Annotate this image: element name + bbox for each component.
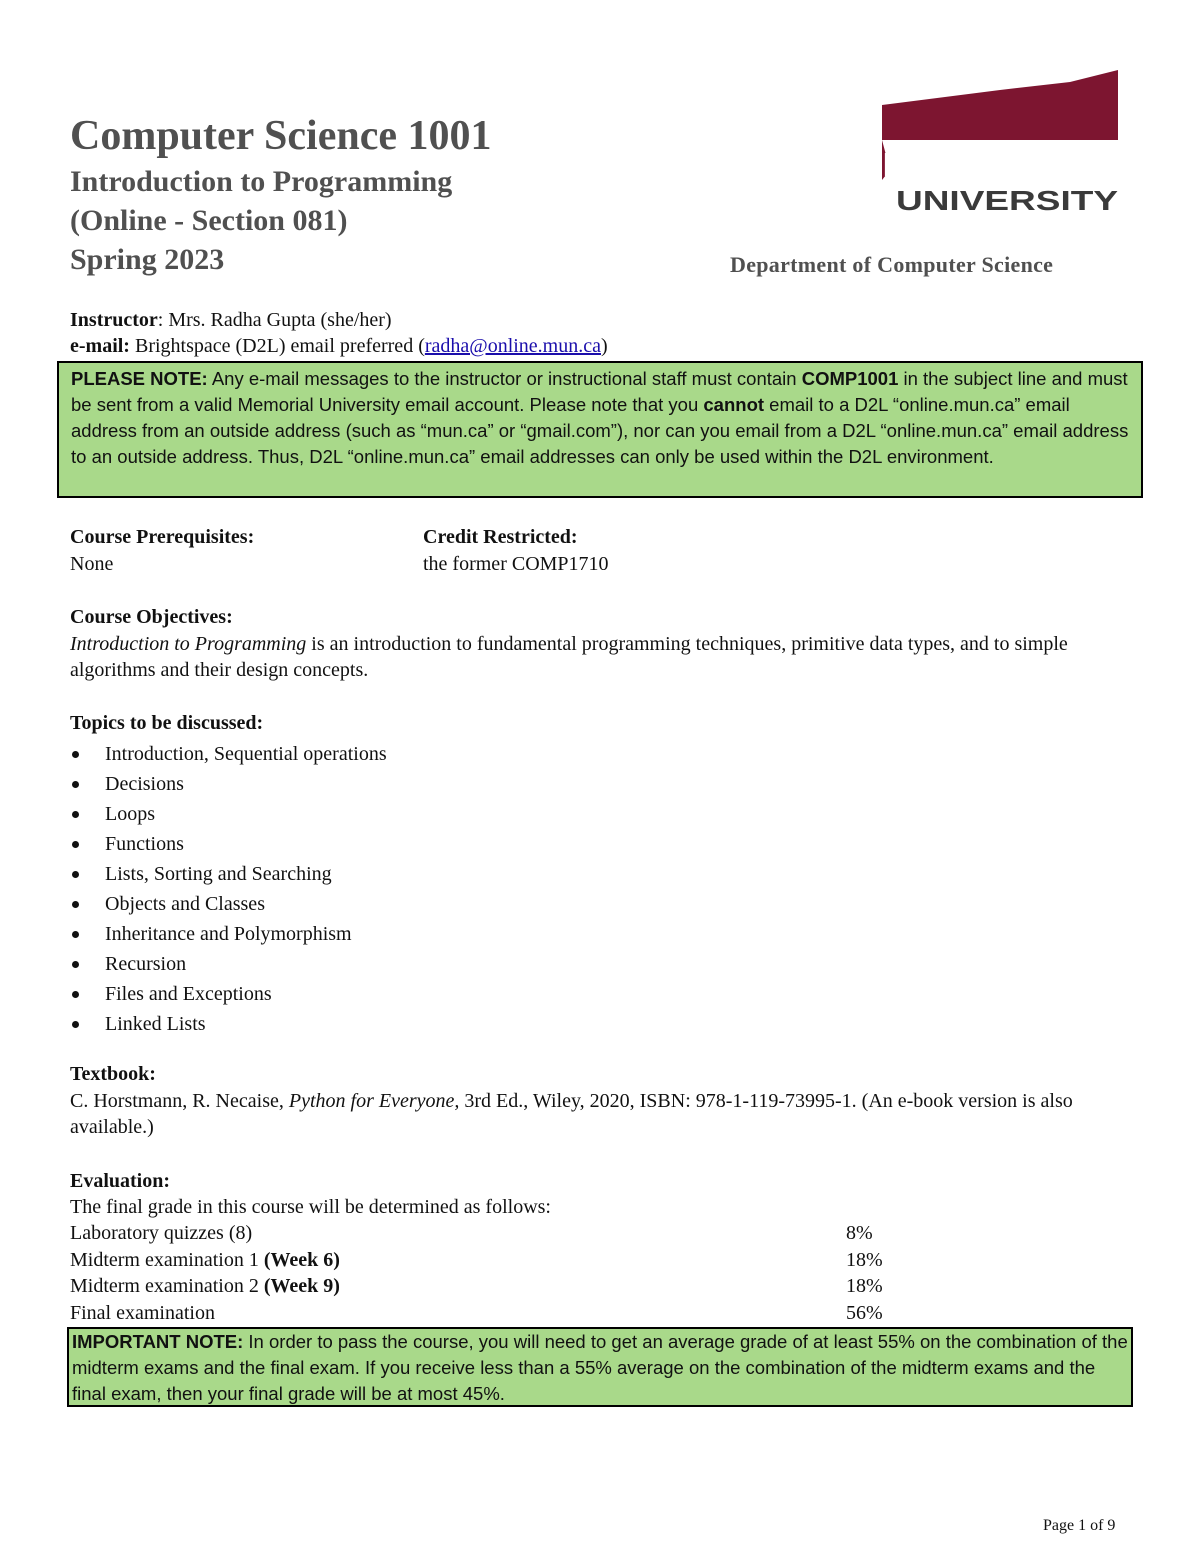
instructor-value: : Mrs. Radha Gupta (she/her) [157, 309, 392, 331]
topics-list [70, 739, 387, 1039]
list-item [70, 919, 387, 949]
topic-label: Files and Exceptions [105, 983, 272, 1005]
note-head: IMPORTANT NOTE: [72, 1331, 244, 1352]
note-text: email to a D2L “online.mun.ca” email address from an outside address (such as “mun.ca” or “gmail.com”), nor can you email from a D2L “online.mun.ca” email address to an outside address. Thus, D2L “online.mun.ca” email addresses can only be used within the D2L environment. [71, 394, 1129, 467]
instructor-line [70, 307, 392, 333]
note-text: In order to pass the course, you will need to get an average grade of at least 55% on the combination of the midterm exams and the final exam. If you receive less than a 55% average on the combination of the midterm exams and the final exam, then your final grade will be at most 45%. [72, 1331, 1128, 1404]
list-item [70, 859, 387, 889]
prerequisites-heading: Course Prerequisites: [70, 526, 255, 548]
logo-text-university: UNIVERSITY [896, 185, 1119, 215]
list-item [70, 799, 387, 829]
note-bold-course-code: COMP1001 [801, 368, 899, 389]
page-number: Page 1 of 9 [1043, 1517, 1116, 1534]
email-text: Brightspace (D2L) email preferred ( [129, 335, 425, 357]
evaluation-item-week: (Week 6) [263, 1249, 340, 1271]
evaluation-row [70, 1273, 970, 1299]
topic-label: Decisions [105, 773, 184, 795]
evaluation-item-week: (Week 9) [263, 1275, 340, 1297]
topic-label: Recursion [105, 953, 187, 975]
instructor-email-link[interactable]: radha@online.mun.ca [424, 335, 601, 357]
evaluation-item: Final examination [70, 1302, 215, 1324]
evaluation-row [70, 1220, 970, 1246]
bullet-icon [72, 961, 79, 968]
evaluation-row [70, 1300, 970, 1326]
textbook-heading: Textbook: [70, 1063, 156, 1085]
course-subtitle: Introduction to Programming [70, 165, 453, 198]
evaluation-heading: Evaluation: [70, 1170, 171, 1192]
email-close: ) [601, 335, 608, 357]
instructor-label: Instructor [70, 309, 158, 331]
textbook-title: Python for Everyone, [288, 1090, 460, 1112]
memorial-university-logo [880, 70, 1120, 215]
bullet-icon [72, 841, 79, 848]
topic-label: Objects and Classes [105, 893, 265, 915]
credit-restricted-heading: Credit Restricted: [423, 526, 578, 548]
evaluation-row [70, 1247, 970, 1273]
passing-requirement-note [67, 1327, 1133, 1407]
list-item [70, 979, 387, 1009]
evaluation-percent: 18% [846, 1275, 883, 1297]
textbook-text [70, 1088, 1130, 1140]
email-policy-note [57, 361, 1143, 498]
topic-label: Linked Lists [105, 1013, 206, 1035]
bullet-icon [72, 751, 79, 758]
bullet-icon [72, 811, 79, 818]
topic-label: Inheritance and Polymorphism [105, 923, 352, 945]
course-term: Spring 2023 [70, 243, 225, 276]
logo-text-memorial: MEMORIAL [882, 146, 1118, 183]
department-name: Department of Computer Science [730, 252, 1054, 277]
bullet-icon [72, 781, 79, 788]
bullet-icon [72, 901, 79, 908]
list-item [70, 829, 387, 859]
evaluation-percent: 56% [846, 1302, 883, 1324]
evaluation-percent: 18% [846, 1249, 883, 1271]
evaluation-intro: The final grade in this course will be determined as follows: [70, 1196, 551, 1218]
topics-heading: Topics to be discussed: [70, 712, 264, 734]
list-item [70, 1009, 387, 1039]
note-head: PLEASE NOTE: [71, 368, 208, 389]
email-line [70, 333, 608, 359]
textbook-authors: C. Horstmann, R. Necaise, [70, 1090, 289, 1112]
list-item [70, 769, 387, 799]
topic-label: Introduction, Sequential operations [105, 743, 387, 765]
objectives-italic: Introduction to Programming [70, 633, 307, 655]
evaluation-item: Midterm examination 2 [70, 1275, 264, 1297]
topic-label: Lists, Sorting and Searching [105, 863, 332, 885]
note-text: Any e-mail messages to the instructor or instructional staff must contain [207, 368, 802, 389]
objectives-body: is an introduction to fundamental programming techniques, primitive data types, and to simple algorithms and their design concepts. [70, 633, 1068, 681]
course-section: (Online - Section 081) [70, 204, 348, 237]
note-bold-cannot: cannot [703, 394, 765, 415]
title-block [70, 110, 492, 279]
list-item [70, 949, 387, 979]
bullet-icon [72, 871, 79, 878]
textbook-details: 3rd Ed., Wiley, 2020, ISBN: 978-1-119-73995-1. (An e-book version is also available.) [70, 1090, 1073, 1138]
topic-label: Functions [105, 833, 184, 855]
bullet-icon [72, 931, 79, 938]
prerequisites-value: None [70, 553, 114, 575]
list-item [70, 889, 387, 919]
course-title: Computer Science 1001 [70, 113, 492, 159]
evaluation-item: Midterm examination 1 [70, 1249, 264, 1271]
bullet-icon [72, 1021, 79, 1028]
credit-restricted-value: the former COMP1710 [423, 553, 609, 575]
objectives-heading: Course Objectives: [70, 606, 233, 628]
objectives-text [70, 631, 1130, 683]
topic-label: Loops [105, 803, 155, 825]
bullet-icon [72, 991, 79, 998]
evaluation-item: Laboratory quizzes (8) [70, 1222, 253, 1244]
note-text: in the subject line and must be sent from a valid Memorial University email account. Please note that you [71, 368, 1128, 415]
evaluation-percent: 8% [846, 1222, 873, 1244]
email-label: e-mail: [70, 335, 130, 357]
list-item [70, 739, 387, 769]
